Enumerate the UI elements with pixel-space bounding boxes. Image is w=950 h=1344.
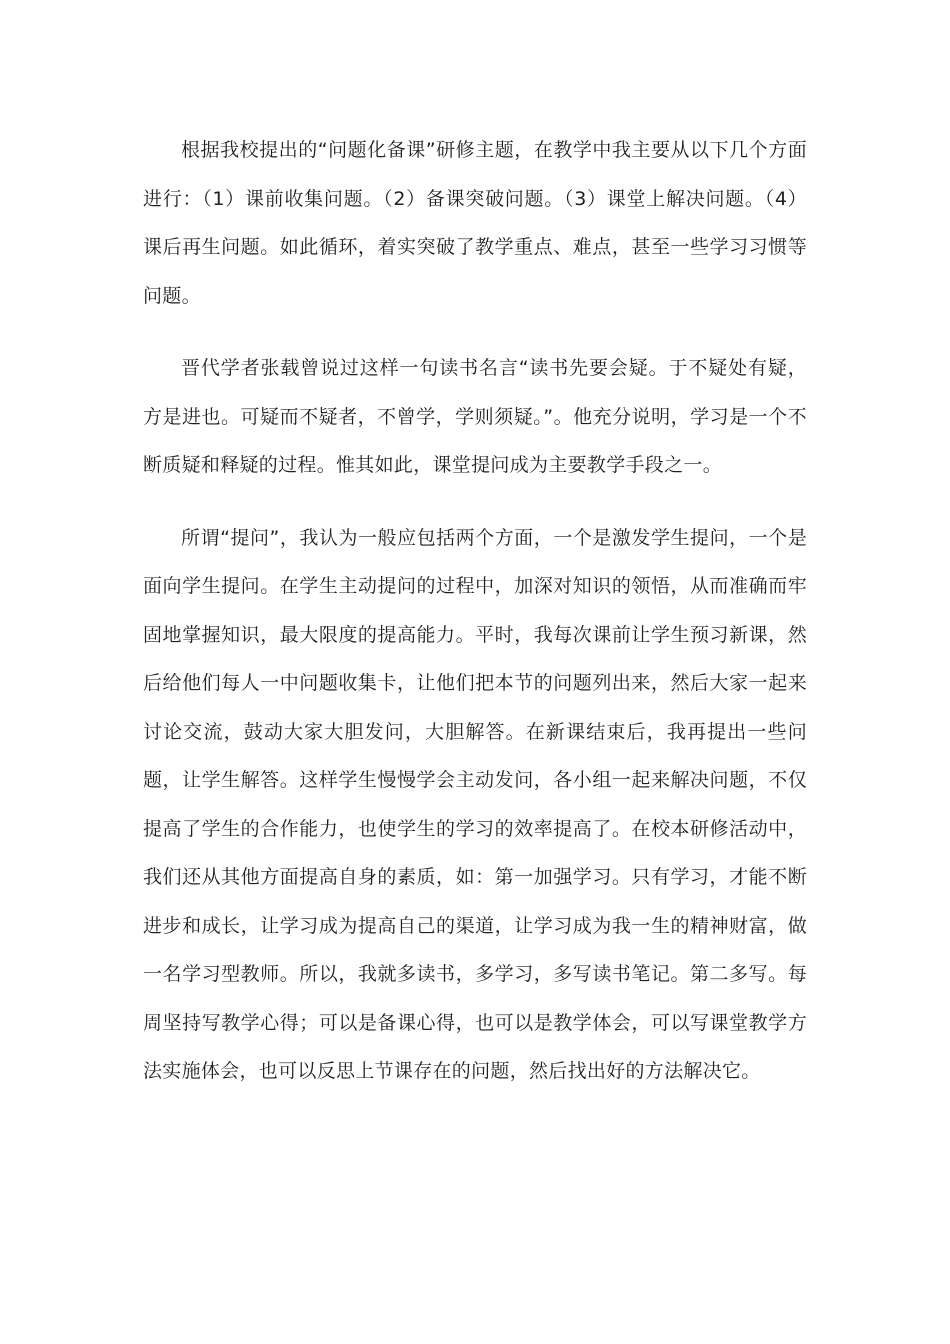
- paragraph-reading-quote: 晋代学者张载曾说过这样一句读书名言“读书先要会疑。于不疑处有疑，方是进也。可疑而不疑者，不曾学，学则须疑。”。他充分说明，学习是一个不断质疑和释疑的过程。惟其如此，课堂提问成为主要教学手段之一。: [143, 357, 807, 476]
- document-body: [143, 126, 807, 1120]
- paragraph-questioning-practice: 所谓“提问”，我认为一般应包括两个方面，一个是激发学生提问，一个是面向学生提问。在学生主动提问的过程中，加深对知识的领悟，从而准确而牢固地掌握知识，最大限度的提高能力。平时，我每次课前让学生预习新课，然后给他们每人一中问题收集卡，让他们把本节的问题列出来，然后大家一起来讨论交流，鼓动大家大胆发问，大胆解答。在新课结束后，我再提出一些问题，让学生解答。这样学生慢慢学会主动发问，各小组一起来解决问题，不仅提高了学生的合作能力，也使学生的学习的效率提高了。在校本研修活动中，我们还从其他方面提高自身的素质，如：第一加强学习。只有学习，才能不断进步和成长，让学习成为提高自己的渠道，让学习成为我一生的精神财富，做一名学习型教师。所以，我就多读书，多学习，多写读书笔记。第二多写。每周坚持写教学心得；可以是备课心得，也可以是教学体会，可以写课堂教学方法实施体会，也可以反思上节课存在的问题，然后找出好的方法解决它。: [143, 526, 807, 1082]
- paragraph-problem-based-lesson-prep: 根据我校提出的“问题化备课”研修主题，在教学中我主要从以下几个方面进行：（1）课前收集问题。（2）备课突破问题。（3）课堂上解决问题。（4）课后再生问题。如此循环，着实突破了教学重点、难点，甚至一些学习习惯等问题。: [143, 139, 807, 307]
